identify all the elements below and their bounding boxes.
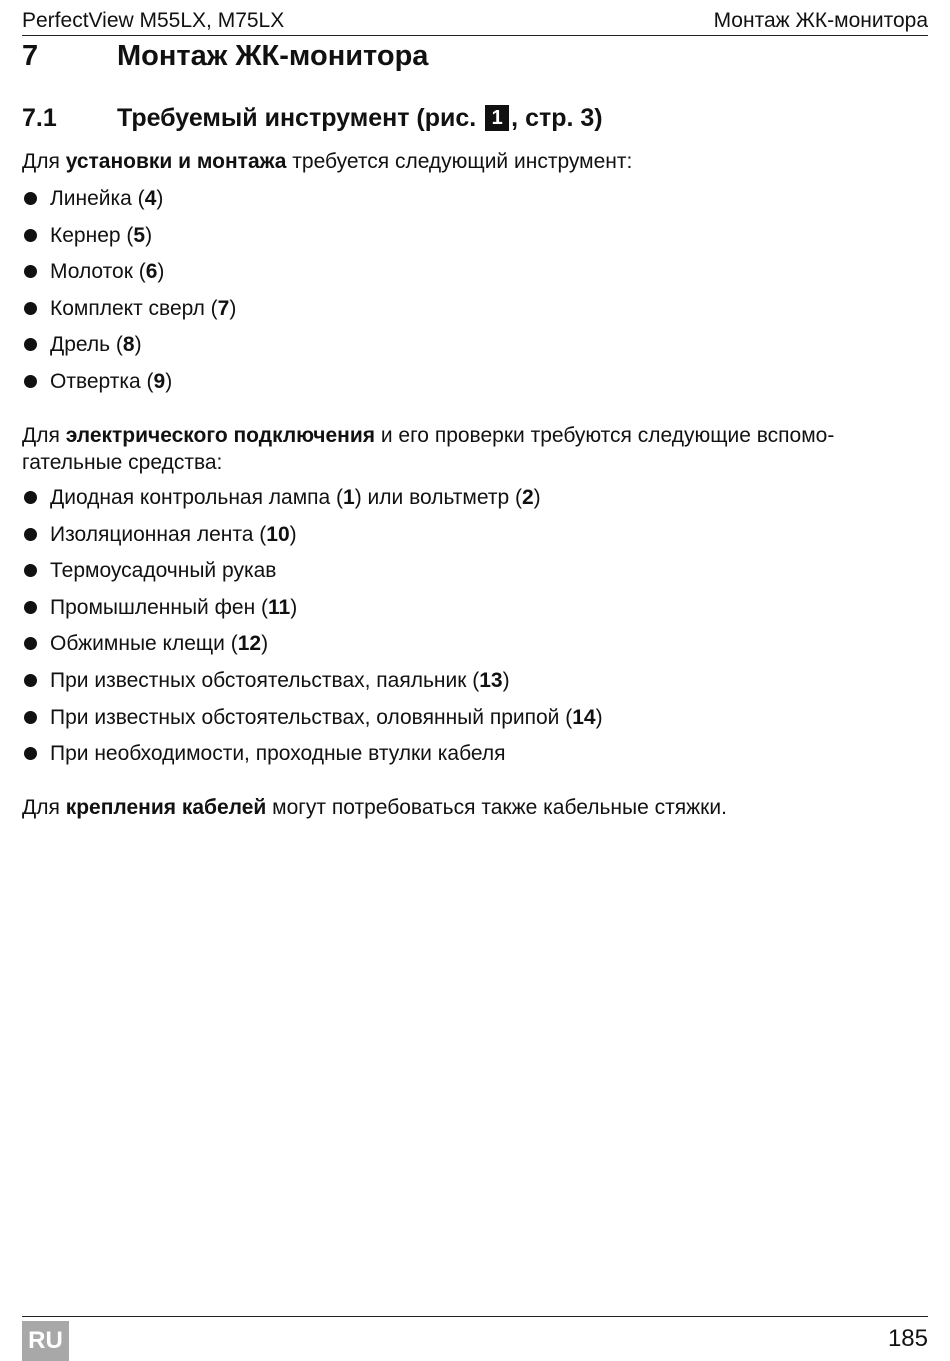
list-item <box>22 296 928 333</box>
item-number: 11 <box>268 595 291 619</box>
section-number: 7 <box>22 40 39 72</box>
item-number: 13 <box>479 668 503 692</box>
item-number: 7 <box>217 296 230 320</box>
list-item <box>22 186 928 223</box>
list-item <box>22 595 928 632</box>
list-item <box>22 259 928 296</box>
item-number: 4 <box>144 187 157 210</box>
bullet-icon <box>24 491 37 504</box>
bullet-icon <box>24 674 37 687</box>
list-item <box>22 668 928 705</box>
item-text: При известных обстоятельствах, оловянный припой ( <box>50 705 573 729</box>
list-item <box>22 369 928 406</box>
list-item <box>22 223 928 260</box>
item-text-end: ) <box>145 223 153 247</box>
item-number: 1 <box>343 486 355 509</box>
item-number: 9 <box>153 369 166 393</box>
subsection-number: 7.1 <box>22 104 57 132</box>
item-text: Дрель ( <box>50 333 123 357</box>
item-text: Обжимные клещи ( <box>50 632 238 656</box>
subsection-title: Требуемый инструмент (рис. <box>117 104 477 132</box>
list-item <box>22 332 928 369</box>
item-number: 10 <box>266 522 290 546</box>
item-text: При необходимости, проходные втулки кабеля <box>50 742 506 766</box>
item-text: Диодная контрольная лампа ( <box>50 486 344 509</box>
intro-paragraph-2 <box>22 422 928 476</box>
header-product: PerfectView M55LX, M75LX <box>22 9 285 32</box>
item-text-end: ) <box>533 486 541 509</box>
closing-paragraph <box>22 794 928 821</box>
item-text-end: ) <box>134 333 142 357</box>
bullet-icon <box>24 192 37 205</box>
list-item <box>22 631 928 668</box>
list-item <box>22 485 928 522</box>
text: Для <box>22 796 66 819</box>
tools-list <box>22 186 928 406</box>
item-text: Молоток ( <box>50 260 146 284</box>
item-text-end: ) <box>165 369 173 393</box>
bullet-icon <box>24 747 37 760</box>
text: могут потребоваться также кабельные стяжки. <box>266 796 727 819</box>
item-text-end: ) <box>289 522 297 546</box>
bold-text: установки и монтажа <box>65 150 287 173</box>
language-badge: RU <box>22 1321 69 1361</box>
section-title: Монтаж ЖК-монитора <box>117 40 429 72</box>
list-item <box>22 705 928 742</box>
item-number: 14 <box>572 705 596 729</box>
item-text-end: ) <box>157 260 165 284</box>
item-text-end: ) <box>156 187 164 210</box>
item-text-mid: ) или вольтметр ( <box>354 486 522 509</box>
text: гательные средства: <box>22 451 223 474</box>
item-number: 2 <box>521 486 534 509</box>
item-number: 5 <box>133 223 146 247</box>
section-heading <box>22 40 428 73</box>
list-item <box>22 558 928 595</box>
bullet-icon <box>24 711 37 724</box>
bullet-icon <box>24 375 37 388</box>
text: требуется следующий инструмент: <box>286 150 633 173</box>
bold-text: электрического подключения <box>65 424 376 447</box>
header-chapter: Монтаж ЖК-монитора <box>713 9 928 32</box>
subsection-heading <box>22 104 603 133</box>
item-text-end: ) <box>595 705 603 729</box>
item-text-end: ) <box>229 296 237 320</box>
item-number: 8 <box>122 333 135 357</box>
item-text: Промышленный фен ( <box>50 595 268 619</box>
list-item <box>22 741 928 778</box>
item-text: При известных обстоятельствах, паяльник ( <box>50 668 480 692</box>
item-text: Линейка ( <box>50 187 145 210</box>
item-text-end: ) <box>502 668 510 692</box>
page-footer <box>22 1316 928 1361</box>
bullet-icon <box>24 302 37 315</box>
bullet-icon <box>24 601 37 614</box>
bullet-icon <box>24 338 37 351</box>
electrical-aids-list <box>22 485 928 778</box>
subsection-title-end: , стр. 3) <box>511 104 603 132</box>
text: и его проверки требуются следующие вспомо- <box>375 424 835 447</box>
page-header <box>22 4 928 36</box>
item-text-end: ) <box>261 632 269 656</box>
bullet-icon <box>24 564 37 577</box>
item-text: Изоляционная лента ( <box>50 522 267 546</box>
page-number: 185 <box>887 1325 928 1352</box>
item-text: Термоусадочный рукав <box>50 559 277 583</box>
item-number: 12 <box>237 632 262 656</box>
text: Для <box>22 424 66 447</box>
item-text-end: ) <box>290 595 298 619</box>
item-text: Комплект сверл ( <box>50 296 218 320</box>
bullet-icon <box>24 528 37 541</box>
figure-reference-badge: 1 <box>485 105 509 131</box>
bullet-icon <box>24 229 37 242</box>
text: Для <box>22 150 66 173</box>
bullet-icon <box>24 637 37 650</box>
intro-paragraph-1 <box>22 148 928 175</box>
item-number: 6 <box>145 260 158 284</box>
bullet-icon <box>24 265 37 278</box>
bold-text: крепления кабелей <box>65 796 267 819</box>
list-item <box>22 522 928 559</box>
item-text: Отвертка ( <box>50 369 154 393</box>
item-text: Кернер ( <box>50 223 134 247</box>
